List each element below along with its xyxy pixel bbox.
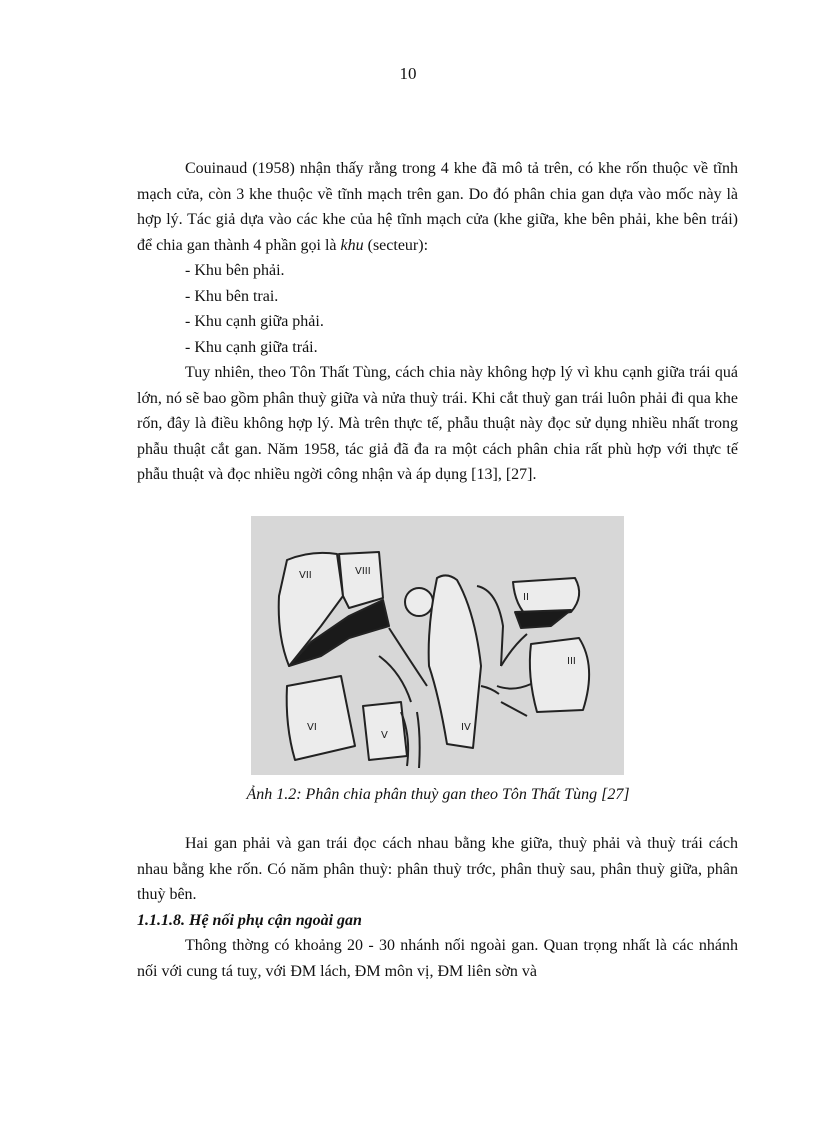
paragraph-couinaud — [137, 156, 738, 258]
section-2 — [137, 831, 738, 984]
term-khu: khu — [340, 236, 364, 254]
segment-label: IV — [461, 722, 471, 733]
figure-caption: Ảnh 1.2: Phân chia phân thuỳ gan theo Tôn Thất Tùng [27] — [246, 786, 630, 803]
paragraph-he-noi: Thông thờng có khoảng 20 - 30 nhánh nối ngoài gan. Quan trọng nhất là các nhánh nối với cung tá tuỵ, với ĐM lách, ĐM môn vị, ĐM liên sờn và — [137, 937, 738, 980]
paragraph-ton-that-tung: Tuy nhiên, theo Tôn Thất Tùng, cách chia này không hợp lý vì khu cạnh giữa trái quá lớn, nó sẽ bao gồm phân thuỳ giữa và nửa thuỳ trái. Khi cắt thuỳ gan trái luôn phải đi qua khe rốn, đây là điều không hợp lý. Mà trên thực tế, phẫu thuật này đọc sử dụng nhiều nhất trong phẫu thuật cắt gan. Năm 1958, tác giả đã đa ra một cách phân chia rất phù hợp với thực tế phẫu thuật và đọc nhiều ngời công nhận và áp dụng [13], [27]. — [137, 364, 738, 483]
paragraph-couinaud-tail: (secteur): — [367, 236, 429, 254]
list-item: - Khu bên trai. — [185, 287, 279, 305]
segment-label: VIII — [355, 566, 371, 577]
liver-diagram-illustration — [251, 516, 624, 775]
list-item: - Khu bên phải. — [185, 262, 285, 279]
paragraph-hai-gan: Hai gan phải và gan trái đọc cách nhau bằng khe giữa, thuỳ phải và thuỳ trái cách nhau bằng khe rốn. Có năm phân thuỳ: phân thuỳ trớc, phân thuỳ sau, phân thuỳ giữa, phân thuỳ bên. — [137, 835, 738, 903]
liver-segments-figure — [251, 516, 624, 775]
segment-label: III — [567, 656, 576, 667]
segment-label: V — [381, 730, 388, 741]
list-item: - Khu cạnh giữa phải. — [185, 313, 324, 330]
page-number: 10 — [399, 64, 417, 83]
segment-label: II — [523, 592, 529, 603]
list-item: - Khu cạnh giữa trái. — [185, 338, 318, 356]
segment-label: VI — [307, 722, 317, 733]
section-1 — [137, 156, 738, 488]
segment-label: VII — [299, 570, 312, 581]
section-heading: 1.1.1.8. Hệ nối phụ cận ngoài gan — [137, 911, 362, 929]
paragraph-couinaud-text: Couinaud (1958) nhận thấy rằng trong 4 khe đã mô tả trên, có khe rốn thuộc về tĩnh mạch cửa, còn 3 khe thuộc về tĩnh mạch trên gan. Do đó phân chia gan dựa vào mốc này là hợp lý. Tác giả dựa vào các khe của hệ tĩnh mạch cửa (khe giữa, khe bên phải, khe bên trái) để chia gan thành 4 phần gọi là — [137, 160, 738, 254]
